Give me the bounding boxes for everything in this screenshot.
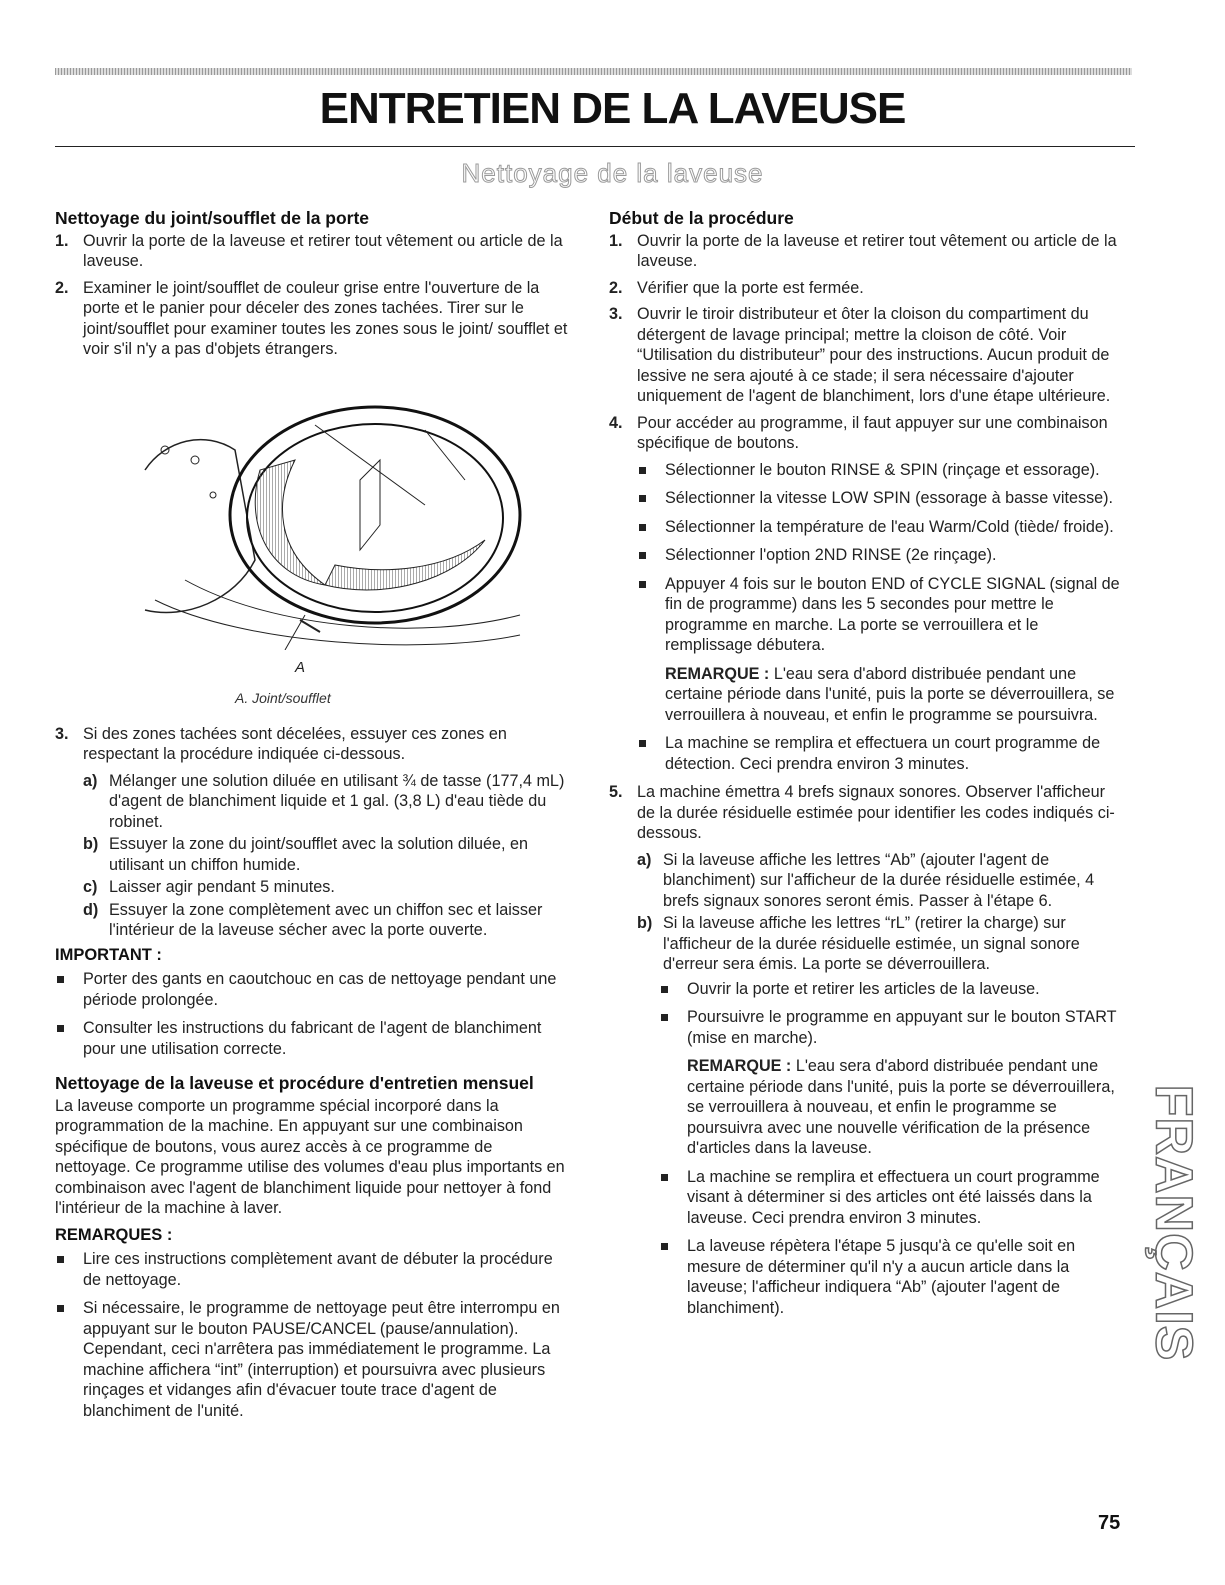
washer-door-seal-drawing [125, 400, 525, 650]
door-seal-illustration [125, 400, 525, 710]
sub-step-item: a) Si la laveuse affiche les lettres “Ab” (ajouter l'agent de blanchiment) sur l'afficheur de la durée résiduelle estimée, 4 brefs signaux sonores seront émis. Passer à l'étape 6. [637, 850, 1095, 910]
step-item: 4. Pour accéder au programme, il faut appuyer sur une combinaison spécifique de boutons. [609, 413, 1108, 452]
bullet-square-icon [659, 1167, 687, 1229]
bullet-item: Sélectionner la température de l'eau Warm/Cold (tiède/ froide). [637, 517, 1121, 538]
section-subtitle: Nettoyage de la laveuse [461, 158, 764, 188]
figure-label-a: A [295, 658, 306, 676]
figure-caption: A. Joint/soufflet [235, 689, 331, 706]
sub-step-item: c) Laisser agir pendant 5 minutes. [83, 878, 335, 896]
step-item: 3. Ouvrir le tiroir distributeur et ôter la cloison du compartiment du détergent de lavage principal; mettre la cloison de côté. Voir “Utilisation du distributeur” pour des instructions. Aucun produit de lessive ne sera ajouté à ce stade; il sera nécessaire d'ajouter uniquement de l'agent de blanchiment, lors d'une étape ultérieure. [609, 305, 1111, 405]
bullet-item: La laveuse répètera l'étape 5 jusqu'à ce qu'elle soit en mesure de déterminer qu'il n'y a aucun article dans la laveuse; l'afficheur indiquera “Ab” (ajouter l'agent de blanchiment). [659, 1236, 1121, 1318]
language-side-tab: FRANÇAIS [1144, 1084, 1203, 1362]
remarques-heading: REMARQUES : [55, 1225, 173, 1244]
bullet-item: Sélectionner l'option 2ND RINSE (2e rinçage). [637, 545, 1121, 566]
sub-step-item: b) Si la laveuse affiche les lettres “rL” (retirer la charge) sur l'afficheur de la durée résiduelle estimée, un signal sonore d'erreur sera émis. La porte se déverrouillera. [637, 914, 1080, 973]
title-rule [55, 146, 1135, 147]
bullet-item: Poursuivre le programme en appuyant sur le bouton START (mise en marche). [659, 1007, 1121, 1048]
maintenance-intro: La laveuse comporte un programme spécial incorporé dans la programmation de la machine. En appuyant sur une combinaison spécifique de boutons, vous aurez accès à ce programme de nettoyage. Ce programme utilise des volumes d'eau plus importants en combinaison avec l'agent de blanchiment liquide pour nettoyer à fond l'intérieur de la machine à laver. [55, 1096, 565, 1217]
section-heading-monthly-maintenance: Nettoyage de la laveuse et procédure d'entretien mensuel [55, 1073, 534, 1093]
left-column [55, 208, 570, 1429]
bullet-square-icon [637, 488, 665, 509]
step-item: 1. Ouvrir la porte de la laveuse et retirer tout vêtement ou article de la laveuse. [55, 231, 563, 270]
bullet-square-icon [55, 1249, 83, 1290]
bullet-item: Si nécessaire, le programme de nettoyage peut être interrompu en appuyant sur le bouton PAUSE/CANCEL (pause/annulation). Cependant, ceci n'arrêtera pas immédiatement le programme. La machine affichera “int” (interruption) et poursuivra avec plusieurs rinçages et vidanges afin d'évacuer toute trace d'agent de blanchiment de l'unité. [55, 1298, 570, 1421]
bullet-square-icon [637, 460, 665, 481]
bullet-square-icon [659, 1007, 687, 1048]
bullet-square-icon [659, 1236, 687, 1318]
step-item: 2. Vérifier que la porte est fermée. [609, 278, 864, 297]
bullet-square-icon [637, 733, 665, 774]
step-item: 5. La machine émettra 4 brefs signaux sonores. Observer l'afficheur de la durée résiduelle estimée pour identifier les codes indiqués ci-dessous. [609, 783, 1115, 842]
sub-step-item: a) Mélanger une solution diluée en utilisant ¾ de tasse (177,4 mL) d'agent de blanchiment liquide et 1 gal. (3,8 L) d'eau tiède du robinet. [83, 771, 565, 831]
bullet-item: Consulter les instructions du fabricant de l'agent de blanchiment pour une utilisation correcte. [55, 1018, 570, 1059]
bullet-square-icon [637, 574, 665, 656]
section-heading-door-seal: Nettoyage du joint/soufflet de la porte [55, 208, 370, 228]
bullet-item: Appuyer 4 fois sur le bouton END of CYCLE SIGNAL (signal de fin de programme) dans les 5 secondes pour mettre le programme en marche. La porte se verrouillera et le remplissage débutera. [637, 574, 1121, 656]
step-item: 1. Ouvrir la porte de la laveuse et retirer tout vêtement ou article de la laveuse. [609, 231, 1117, 270]
bullet-square-icon [637, 517, 665, 538]
page-number: 75 [1098, 1512, 1121, 1534]
remarque-note: REMARQUE : L'eau sera d'abord distribuée pendant une certaine période dans l'unité, puis la porte se déverrouillera, se verrouillera à nouveau, et enfin le programme se poursuivra. [665, 664, 1115, 724]
step-item: 2. Examiner le joint/soufflet de couleur grise entre l'ouverture de la porte et le panier pour déceler des zones tachées. Tirer sur le joint/soufflet pour examiner toutes les zones sous le joint/ soufflet et voir s'il n'y a pas d'objets étrangers. [55, 278, 568, 358]
bullet-item: La machine se remplira et effectuera un court programme de détection. Ceci prendra environ 3 minutes. [637, 733, 1121, 774]
bullet-square-icon [55, 1018, 83, 1059]
page-title: ENTRETIEN DE LA LAVEUSE [319, 84, 906, 133]
bullet-square-icon [55, 1298, 83, 1421]
bullet-square-icon [659, 979, 687, 1000]
sub-step-item: b) Essuyer la zone du joint/soufflet avec la solution diluée, en utilisant un chiffon humide. [83, 835, 529, 874]
important-heading: IMPORTANT : [55, 945, 162, 964]
section-heading-procedure-start: Début de la procédure [609, 208, 794, 228]
top-rule [55, 68, 1132, 75]
bullet-item: Porter des gants en caoutchouc en cas de nettoyage pendant une période prolongée. [55, 969, 570, 1010]
bullet-item: Ouvrir la porte et retirer les articles de la laveuse. [659, 979, 1121, 1000]
remarque-note: REMARQUE : L'eau sera d'abord distribuée pendant une certaine période dans l'unité, puis la porte se déverrouillera, se verrouillera à nouveau, et enfin le programme se poursuivra avec une nouvelle vérification de la présence d'articles dans la laveuse. [687, 1057, 1115, 1157]
bullet-item: La machine se remplira et effectuera un court programme visant à déterminer si des articles ont été laissés dans la laveuse. Ceci prendra environ 3 minutes. [659, 1167, 1121, 1229]
bullet-item: Sélectionner le bouton RINSE & SPIN (rinçage et essorage). [637, 460, 1121, 481]
right-column [609, 208, 1121, 1326]
step-item: 3. Si des zones tachées sont décelées, essuyer ces zones en respectant la procédure indiquée ci-dessous. [55, 724, 507, 763]
bullet-square-icon [55, 969, 83, 1010]
bullet-square-icon [637, 545, 665, 566]
bullet-item: Sélectionner la vitesse LOW SPIN (essorage à basse vitesse). [637, 488, 1121, 509]
bullet-item: Lire ces instructions complètement avant de débuter la procédure de nettoyage. [55, 1249, 570, 1290]
sub-step-item: d) Essuyer la zone complètement avec un chiffon sec et laisser l'intérieur de la laveuse sécher avec la porte ouverte. [83, 900, 543, 939]
